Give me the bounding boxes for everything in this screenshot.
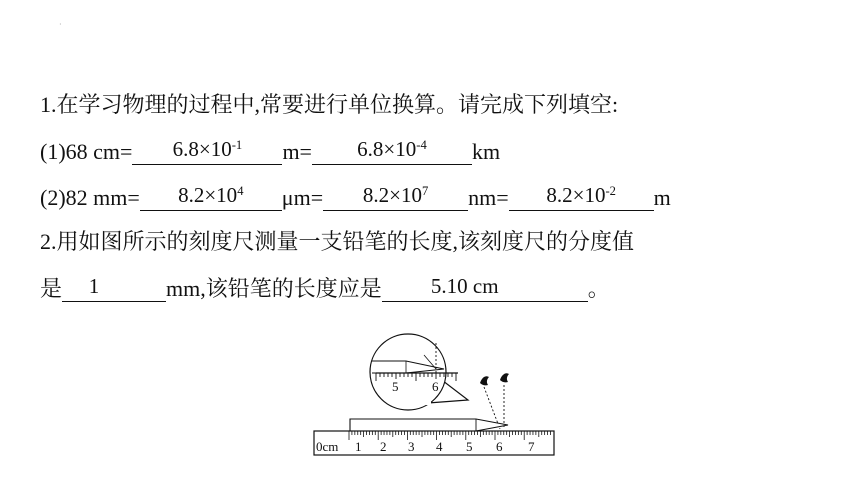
zoom-label-6: 6 bbox=[432, 379, 439, 394]
answer-2: $6.8\times 10^{-4}$ bbox=[357, 137, 427, 161]
answer-7: 5.10 cm bbox=[430, 274, 499, 298]
answer-6: 1 bbox=[88, 274, 100, 298]
part-1-unit-2: km bbox=[471, 139, 501, 164]
question-2-text: 2.用如图所示的刻度尺测量一支铅笔的长度,该刻度尺的分度值 bbox=[40, 229, 635, 254]
answer-blank-3 bbox=[140, 184, 282, 211]
ruler-label-6: 6 bbox=[496, 439, 503, 454]
part-2-unit-2: nm= bbox=[468, 185, 509, 210]
ruler-diagram bbox=[310, 325, 560, 465]
ruler-label-4: 4 bbox=[436, 439, 443, 454]
answer-5: $8.2\times 10^{-2}$ bbox=[546, 183, 616, 207]
part-2-unit-3: m bbox=[653, 185, 671, 210]
pencil bbox=[350, 419, 508, 431]
question-1-part-2 bbox=[40, 184, 671, 211]
question-1-title bbox=[40, 92, 618, 118]
answer-blank-7 bbox=[382, 275, 588, 302]
ruler-label-1: 1 bbox=[355, 439, 362, 454]
part-1-unit-1: m= bbox=[282, 139, 312, 164]
answer-blank-4 bbox=[323, 184, 468, 211]
ruler-label-3: 3 bbox=[408, 439, 415, 454]
magnifier-circle bbox=[370, 334, 446, 410]
question-2-middle: mm,该铅笔的长度应是 bbox=[166, 276, 382, 301]
answer-3: $8.2\times 10^4$ bbox=[178, 183, 244, 207]
answer-blank-1 bbox=[132, 138, 282, 165]
ruler-label-2: 2 bbox=[380, 439, 387, 454]
part-2-prefix: (2)82 mm= bbox=[40, 185, 140, 210]
eye-left-icon bbox=[480, 376, 489, 385]
callout-join bbox=[426, 399, 431, 405]
answer-blank-2 bbox=[312, 138, 472, 165]
eye-right-icon bbox=[500, 373, 509, 382]
part-1-prefix: (1)68 cm= bbox=[40, 139, 133, 164]
zoom-label-5: 5 bbox=[392, 379, 399, 394]
ruler-figure bbox=[310, 325, 560, 465]
part-2-unit-1: μm= bbox=[281, 185, 324, 210]
answer-1: $6.8\times 10^{-1}$ bbox=[172, 137, 243, 161]
ruler-label-5: 5 bbox=[466, 439, 473, 454]
decorative-dot: · bbox=[59, 20, 62, 29]
question-2-end: 。 bbox=[587, 276, 610, 301]
answer-blank-5 bbox=[509, 184, 654, 211]
question-1-text: 1.在学习物理的过程中,常要进行单位换算。请完成下列填空: bbox=[40, 92, 619, 117]
answer-blank-6 bbox=[62, 275, 166, 302]
question-2-line-1 bbox=[40, 229, 634, 255]
question-1-part-1 bbox=[40, 138, 500, 165]
ruler-label-7: 7 bbox=[528, 439, 535, 454]
ruler-label-0: 0cm bbox=[316, 439, 339, 454]
answer-4: $8.2\times 10^7$ bbox=[362, 183, 429, 207]
question-2-line-2 bbox=[40, 275, 610, 302]
question-2-prefix: 是 bbox=[40, 276, 63, 301]
